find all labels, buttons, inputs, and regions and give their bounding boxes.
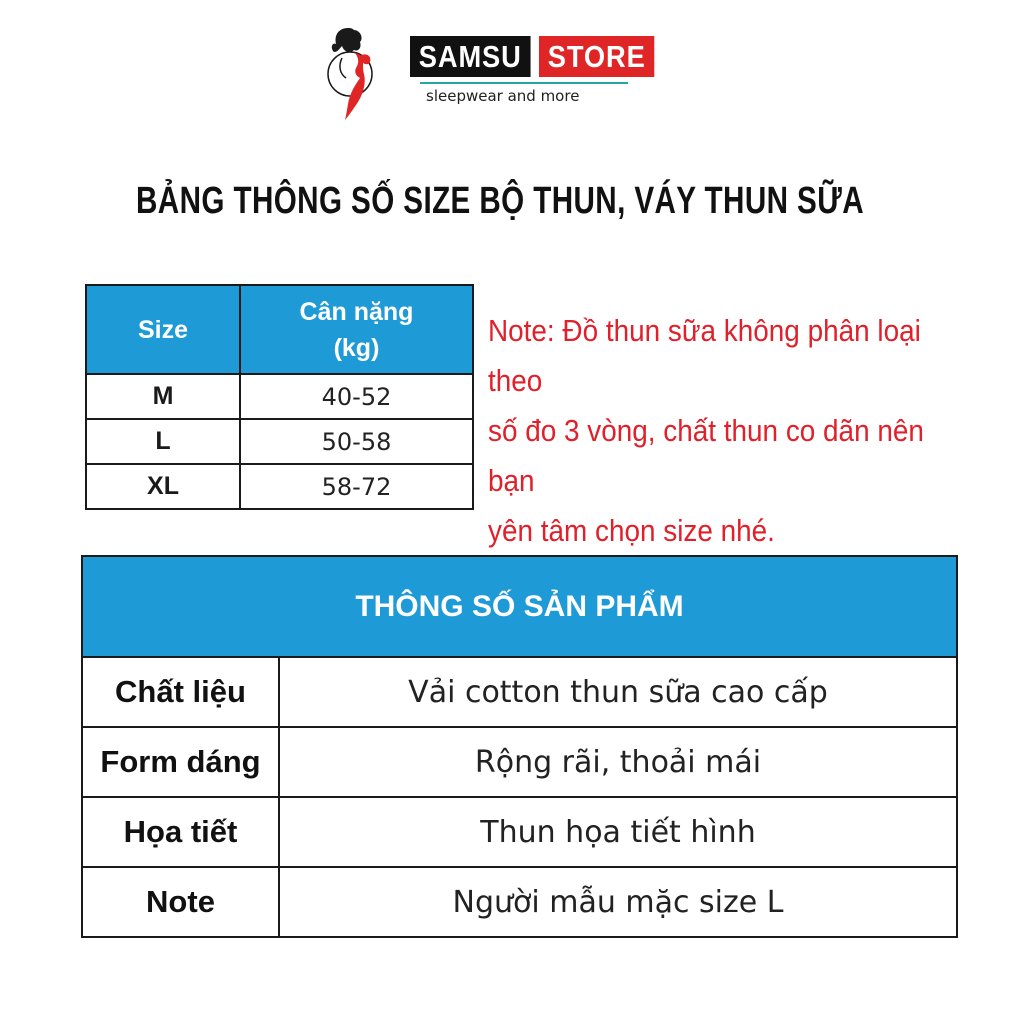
spec-value: Rộng rãi, thoải mái [279,727,957,797]
size-cell: M [86,374,240,419]
size-cell: L [86,419,240,464]
product-spec-table [81,555,958,938]
weight-header-line1: Cân nặng [299,297,414,326]
table-row [82,867,957,937]
page-title: BẢNG THÔNG SỐ SIZE BỘ THUN, VÁY THUN SỮA [135,180,864,222]
spec-label: Họa tiết [82,797,279,867]
table-row [86,374,473,419]
weight-header [240,285,473,374]
weight-cell: 40-52 [240,374,473,419]
size-table [85,284,474,510]
note-line: số đo 3 vòng, chất thun co dãn nên bạn [488,413,924,498]
table-row [86,464,473,509]
spec-label: Form dáng [82,727,279,797]
spec-value: Người mẫu mặc size L [279,867,957,937]
woman-silhouette-logo-icon [320,22,390,122]
brand-name-right: STORE [539,36,654,77]
size-note [488,306,974,556]
table-row [86,419,473,464]
spec-value: Vải cotton thun sữa cao cấp [279,657,957,727]
note-line: yên tâm chọn size nhé. [488,513,775,548]
spec-table-header-row [82,556,957,657]
weight-cell: 58-72 [240,464,473,509]
weight-header-line2: (kg) [333,333,380,362]
spec-value: Thun họa tiết hình [279,797,957,867]
table-row [82,727,957,797]
brand-divider [420,82,628,84]
table-row [82,797,957,867]
weight-cell: 50-58 [240,419,473,464]
size-cell: XL [86,464,240,509]
brand-tagline: sleepwear and more [426,87,580,105]
size-table-header-row [86,285,473,374]
brand-name [410,36,670,77]
spec-table-header: THÔNG SỐ SẢN PHẨM [82,556,957,657]
spec-label: Chất liệu [82,657,279,727]
spec-label: Note [82,867,279,937]
brand-name-left: SAMSU [410,36,531,77]
note-line: Note: Đồ thun sữa không phân loại theo [488,313,921,398]
table-row [82,657,957,727]
size-header: Size [86,285,240,374]
